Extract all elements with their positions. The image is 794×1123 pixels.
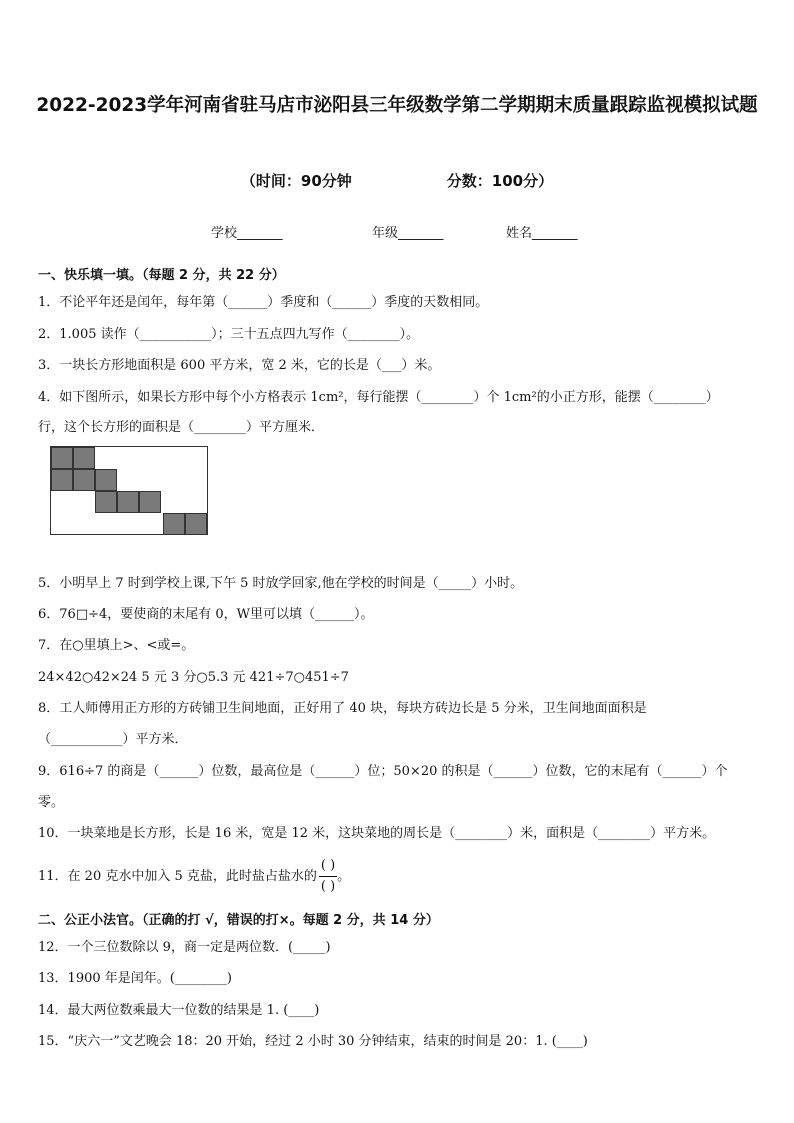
section-heading-2: 二、公正小法官。（正确的打 √，错误的打×。每题 2 分，共 14 分） [38,913,439,928]
shaded-square [73,469,95,491]
exam-meta [0,170,794,191]
question-3: 3．一块长方形地面积是 600 平方米，宽 2 米，它的长是（___）米。 [38,358,441,373]
question-8: 8．工人师傅用正方形的方砖铺卫生间地面，正好用了 40 块，每块方砖边长是 5 分米，卫生间地面面积是 [38,701,647,716]
shaded-square [51,469,73,491]
shaded-square [95,491,117,513]
question-4: 4．如下图所示，如果长方形中每个小方格表示 1cm²，每行能摆（________）个 1cm²的小正方形，能摆（________） [38,390,719,405]
question-14: 14．最大两位数乘最大一位数的结果是 1. (____) [38,1003,320,1018]
question-9-cont: 零。 [38,795,65,810]
shaded-square [51,447,73,469]
question-7: 7．在○里填上>、<或=。 [38,638,195,653]
page-title: 2022-2023学年河南省驻马店市泌阳县三年级数学第二学期期末质量跟踪监视模拟试题 [36,95,758,116]
question-2: 2．1.005 读作（___________）；三十五点四九写作（________）。 [38,327,420,342]
question-11-end: 。 [337,869,351,884]
question-4-cont: 行，这个长方形的面积是（________）平方厘米． [38,420,325,435]
name-field[interactable]: 姓名_______ [506,226,578,241]
grade-field[interactable]: 年级_______ [372,226,444,241]
shaded-square [95,469,117,491]
question-9: 9．616÷7 的商是（______）位数，最高位是（______）位；50×20 的积是（______）位数，它的末尾有（______）个 [38,764,728,779]
question-5: 5．小明早上 7 时到学校上课,下午 5 时放学回家,他在学校的时间是（_____）小时。 [38,576,524,591]
question-10: 10．一块菜地是长方形，长是 16 米，宽是 12 米，这块菜地的周长是（________）米，面积是（________）平方米。 [38,826,716,841]
exam-score: 分数：100分） [446,172,554,190]
fraction-blank [319,856,337,897]
question-1: 1．不论平年还是闰年，每年第（______）季度和（______）季度的天数相同。 [38,295,489,310]
question-11-text: 11．在 20 克水中加入 5 克盐，此时盐占盐水的 [38,869,317,884]
question-12: 12．一个三位数除以 9，商一定是两位数．(_____) [38,940,331,955]
shaded-square [73,447,95,469]
question-8-cont: （___________）平方米． [38,732,188,747]
question-7-items: 24×42○42×24 5 元 3 分○5.3 元 421÷7○451÷7 [38,670,349,685]
question-13: 13．1900 年是闰年。(________) [38,971,232,986]
section-heading-1: 一、快乐填一填。（每题 2 分，共 22 分） [38,268,285,283]
school-field[interactable]: 学校_______ [211,226,283,241]
shaded-square [139,491,161,513]
fraction-denominator: ( ) [320,879,336,894]
fraction-numerator: ( ) [319,856,337,877]
question-6: 6．76□÷4，要使商的末尾有 0，W里可以填（______）。 [38,607,374,622]
shaded-square [185,513,207,535]
question-15: 15．“庆六一”文艺晚会 18：20 开始，经过 2 小时 30 分钟结束，结束的时间是 20：1. (____) [38,1034,588,1049]
rectangle-grid-figure [50,446,208,535]
shaded-square [117,491,139,513]
exam-time: （时间：90分钟 [240,172,352,190]
shaded-square [163,513,185,535]
question-11 [38,856,350,897]
